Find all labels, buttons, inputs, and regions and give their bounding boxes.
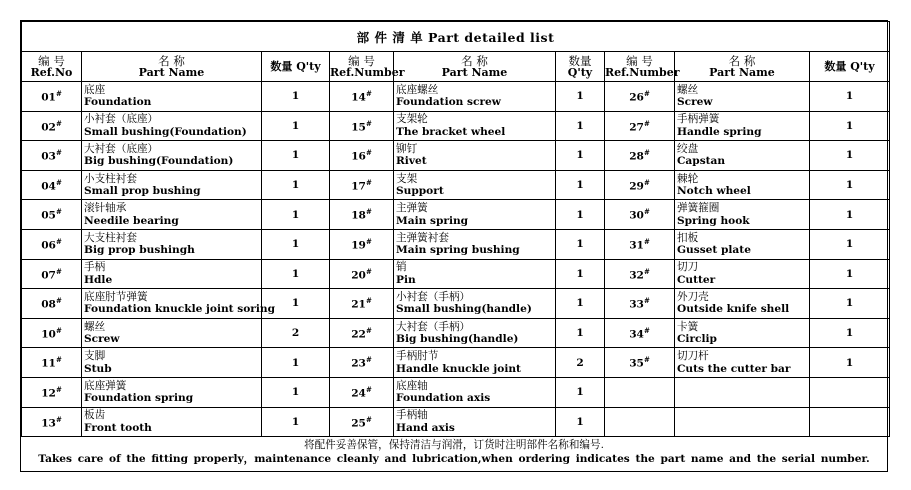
ref-sup-mark: # xyxy=(365,325,372,335)
part-name-en: Circlip xyxy=(677,333,717,346)
part-name xyxy=(394,289,556,319)
part-quantity: 1 xyxy=(262,289,330,319)
part-quantity xyxy=(810,377,890,407)
part-ref-number: 19# xyxy=(330,229,394,259)
part-name-zh: 铆钉 xyxy=(396,142,418,155)
part-name-zh: 大支柱衬套 xyxy=(84,231,137,244)
part-quantity: 1 xyxy=(810,229,890,259)
part-ref-number: 11# xyxy=(22,348,82,378)
part-quantity: 1 xyxy=(810,348,890,378)
footer-note xyxy=(21,430,887,471)
table-row xyxy=(22,289,890,319)
part-name-en: Capstan xyxy=(677,155,726,168)
part-name-en: Small bushing(handle) xyxy=(396,303,532,316)
header-ref-number: 编 号 Ref.Number xyxy=(605,52,675,82)
part-name xyxy=(82,82,262,112)
part-name xyxy=(675,141,810,171)
ref-sup-mark: # xyxy=(365,148,372,158)
part-ref-number: 27# xyxy=(605,111,675,141)
part-ref-number: 05# xyxy=(22,200,82,230)
header-ref-no: 编 号 Ref.No xyxy=(22,52,82,82)
part-ref-number: 25# xyxy=(330,407,394,437)
part-name xyxy=(394,348,556,378)
table-row xyxy=(22,170,890,200)
part-quantity: 1 xyxy=(262,377,330,407)
part-name-zh: 底座弹簧 xyxy=(84,379,127,392)
part-name xyxy=(675,111,810,141)
part-name-en: Outside knife shell xyxy=(677,303,790,316)
part-name-zh: 扣板 xyxy=(677,231,699,244)
part-ref-number: 21# xyxy=(330,289,394,319)
header-ref-number: 编 号 Ref.Number xyxy=(330,52,394,82)
part-quantity: 1 xyxy=(556,377,605,407)
part-ref-number: 14# xyxy=(330,82,394,112)
part-name xyxy=(394,111,556,141)
part-ref-number: 24# xyxy=(330,377,394,407)
ref-sup-mark: # xyxy=(643,118,650,128)
part-name-en: Screw xyxy=(84,333,120,346)
ref-sup-mark: # xyxy=(643,148,650,158)
part-ref-number: 23# xyxy=(330,348,394,378)
header-part-name: 名 称 Part Name xyxy=(82,52,262,82)
ref-sup-mark: # xyxy=(55,325,62,335)
part-ref-number: 34# xyxy=(605,318,675,348)
part-name-zh: 手柄 xyxy=(84,261,106,274)
ref-sup-mark: # xyxy=(365,296,372,306)
part-ref-number: 10# xyxy=(22,318,82,348)
part-name-zh: 底座螺丝 xyxy=(396,83,439,96)
part-quantity: 1 xyxy=(556,407,605,437)
part-quantity: 1 xyxy=(556,170,605,200)
part-name-en: Gusset plate xyxy=(677,244,751,257)
ref-sup-mark: # xyxy=(55,177,62,187)
ref-sup-mark: # xyxy=(55,355,62,365)
part-name xyxy=(82,200,262,230)
part-name xyxy=(675,377,810,407)
part-name-zh: 切刀 xyxy=(677,261,699,274)
ref-sup-mark: # xyxy=(365,414,372,424)
part-name xyxy=(82,229,262,259)
part-name xyxy=(82,141,262,171)
part-name-en: Big prop bushingh xyxy=(84,244,195,257)
ref-sup-mark: # xyxy=(55,237,62,246)
ref-sup-mark: # xyxy=(643,355,650,365)
part-name-en: Foundation spring xyxy=(84,392,194,405)
part-ref-number: 12# xyxy=(22,377,82,407)
part-ref-number: 32# xyxy=(605,259,675,289)
part-name-zh: 切刀杆 xyxy=(677,350,709,363)
footer-note-zh: 将配件妥善保管，保持清洁与润滑，订货时注明部件名称和编号. xyxy=(304,439,604,451)
table-row xyxy=(22,82,890,112)
part-quantity: 1 xyxy=(810,170,890,200)
part-ref-number: 03# xyxy=(22,141,82,171)
part-ref-number: 16# xyxy=(330,141,394,171)
part-quantity: 1 xyxy=(262,259,330,289)
part-name-en: Hdle xyxy=(84,273,113,286)
part-name-zh: 大衬套（底座） xyxy=(84,142,159,155)
part-ref-number: 35# xyxy=(605,348,675,378)
part-name-en: Main spring xyxy=(396,214,469,227)
ref-sup-mark: # xyxy=(365,207,372,217)
part-quantity: 1 xyxy=(556,259,605,289)
ref-sup-mark: # xyxy=(55,89,62,99)
part-ref-number: 02# xyxy=(22,111,82,141)
part-ref-number: 26# xyxy=(605,82,675,112)
part-name-zh: 板齿 xyxy=(84,409,106,422)
part-name-en: Stub xyxy=(84,362,112,375)
table-row xyxy=(22,229,890,259)
ref-sup-mark: # xyxy=(643,237,650,246)
part-ref-number: 22# xyxy=(330,318,394,348)
part-name xyxy=(675,259,810,289)
part-quantity: 1 xyxy=(262,200,330,230)
part-name-zh: 底座 xyxy=(84,83,106,96)
part-name-en: The bracket wheel xyxy=(396,125,506,138)
part-quantity: 1 xyxy=(556,200,605,230)
part-name-zh: 小衬套（底座） xyxy=(84,113,159,126)
part-name-en: Small prop bushing xyxy=(84,185,201,198)
header-qty: 数量 Q'ty xyxy=(556,52,605,82)
ref-sup-mark: # xyxy=(365,177,372,187)
part-name-zh: 支架 xyxy=(396,172,418,185)
ref-sup-mark: # xyxy=(55,296,62,306)
part-name-zh: 外刀壳 xyxy=(677,290,709,303)
part-name-en: Big bushing(Foundation) xyxy=(84,155,234,168)
part-ref-number: 04# xyxy=(22,170,82,200)
header-qty: 数量 Q'ty xyxy=(262,52,330,82)
part-quantity: 1 xyxy=(556,141,605,171)
part-quantity: 2 xyxy=(262,318,330,348)
part-name-en: Handle spring xyxy=(677,125,762,138)
part-quantity: 1 xyxy=(810,318,890,348)
part-quantity: 1 xyxy=(262,170,330,200)
ref-sup-mark: # xyxy=(55,118,62,128)
part-name-zh: 螺丝 xyxy=(677,83,699,96)
part-ref-number: 17# xyxy=(330,170,394,200)
part-quantity: 1 xyxy=(810,289,890,319)
header-qty: 数量 Q'ty xyxy=(810,52,890,82)
part-quantity: 1 xyxy=(262,141,330,171)
part-name-en: Hand axis xyxy=(396,421,455,434)
part-quantity: 1 xyxy=(810,82,890,112)
part-quantity: 1 xyxy=(556,229,605,259)
part-name-en: Support xyxy=(396,185,444,198)
part-ref-number: 01# xyxy=(22,82,82,112)
ref-sup-mark: # xyxy=(643,177,650,187)
footer-note-en: Takes care of the fitting properly，maintenance cleanly and lubrication,when ordering indicates the part name and the serial number. xyxy=(38,453,870,465)
part-name-zh: 螺丝 xyxy=(84,320,106,333)
part-name xyxy=(82,318,262,348)
part-quantity: 1 xyxy=(556,111,605,141)
part-name xyxy=(675,170,810,200)
parts-table xyxy=(21,21,890,437)
part-quantity: 1 xyxy=(810,141,890,171)
table-row xyxy=(22,200,890,230)
ref-sup-mark: # xyxy=(55,414,62,424)
ref-sup-mark: # xyxy=(643,266,650,276)
part-name xyxy=(82,259,262,289)
ref-sup-mark: # xyxy=(365,118,372,128)
part-name xyxy=(82,111,262,141)
table-row xyxy=(22,141,890,171)
ref-sup-mark: # xyxy=(365,355,372,365)
part-ref-number xyxy=(605,377,675,407)
ref-sup-mark: # xyxy=(365,384,372,394)
part-name-en: Rivet xyxy=(396,155,427,168)
header-part-name: 名 称 Part Name xyxy=(394,52,556,82)
part-ref-number: 18# xyxy=(330,200,394,230)
part-name xyxy=(675,318,810,348)
part-name xyxy=(394,318,556,348)
part-name xyxy=(82,170,262,200)
part-name-zh: 底座轴 xyxy=(396,379,428,392)
part-name-en: Foundation xyxy=(84,96,152,109)
ref-sup-mark: # xyxy=(643,207,650,217)
part-name-zh: 小衬套（手柄） xyxy=(396,290,471,303)
part-name-zh: 小支柱衬套 xyxy=(84,172,137,185)
table-body xyxy=(22,82,890,437)
part-name xyxy=(394,141,556,171)
parts-list-sheet xyxy=(20,20,888,472)
part-name-zh: 底座肘节弹簧 xyxy=(84,290,148,303)
part-quantity: 1 xyxy=(810,111,890,141)
table-title: 部 件 清 单 Part detailed list xyxy=(22,22,890,52)
part-name-en: Cutter xyxy=(677,273,716,286)
part-name-en: Foundation knuckle joint soring xyxy=(84,303,275,316)
part-name xyxy=(675,348,810,378)
part-name-zh: 支脚 xyxy=(84,350,106,363)
part-name-zh: 棘轮 xyxy=(677,172,699,185)
part-name-zh: 支架轮 xyxy=(396,113,428,126)
part-name-en: Handle knuckle joint xyxy=(396,362,521,375)
part-quantity: 1 xyxy=(810,259,890,289)
part-quantity: 2 xyxy=(556,348,605,378)
part-name xyxy=(675,200,810,230)
part-name-en: Foundation axis xyxy=(396,392,491,405)
ref-sup-mark: # xyxy=(55,266,62,276)
table-row xyxy=(22,111,890,141)
part-name-en: Spring hook xyxy=(677,214,750,227)
header-part-name: 名 称 Part Name xyxy=(675,52,810,82)
part-name-en: Screw xyxy=(677,96,713,109)
part-ref-number: 15# xyxy=(330,111,394,141)
part-quantity: 1 xyxy=(556,289,605,319)
ref-sup-mark: # xyxy=(643,296,650,306)
ref-sup-mark: # xyxy=(643,325,650,335)
part-name-en: Foundation screw xyxy=(396,96,501,109)
part-name-zh: 弹簧箍圈 xyxy=(677,202,720,215)
part-ref-number: 08# xyxy=(22,289,82,319)
part-ref-number: 33# xyxy=(605,289,675,319)
part-ref-number: 06# xyxy=(22,229,82,259)
part-name-en: Main spring bushing xyxy=(396,244,520,257)
part-ref-number: 30# xyxy=(605,200,675,230)
part-name-en: Front tooth xyxy=(84,421,152,434)
part-name xyxy=(82,348,262,378)
part-quantity: 1 xyxy=(810,200,890,230)
ref-sup-mark: # xyxy=(55,148,62,158)
part-name-en: Needile bearing xyxy=(84,214,179,227)
part-name-en: Notch wheel xyxy=(677,185,751,198)
part-name xyxy=(394,229,556,259)
part-name xyxy=(394,377,556,407)
part-name xyxy=(675,82,810,112)
table-row xyxy=(22,377,890,407)
header-row xyxy=(22,52,890,82)
part-quantity: 1 xyxy=(262,229,330,259)
part-ref-number: 13# xyxy=(22,407,82,437)
part-ref-number: 07# xyxy=(22,259,82,289)
ref-sup-mark: # xyxy=(365,89,372,99)
table-row xyxy=(22,348,890,378)
ref-sup-mark: # xyxy=(55,207,62,217)
part-name xyxy=(82,377,262,407)
part-name-en: Pin xyxy=(396,273,416,286)
part-quantity: 1 xyxy=(262,82,330,112)
part-quantity: 1 xyxy=(556,82,605,112)
part-name-zh: 绞盘 xyxy=(677,142,699,155)
ref-sup-mark: # xyxy=(55,384,62,394)
part-quantity: 1 xyxy=(262,111,330,141)
part-ref-number: 20# xyxy=(330,259,394,289)
part-name-zh: 卡簧 xyxy=(677,320,699,333)
part-name-zh: 手柄轴 xyxy=(396,409,428,422)
part-name xyxy=(675,289,810,319)
part-name-zh: 手柄肘节 xyxy=(396,350,439,363)
table-row xyxy=(22,259,890,289)
part-name xyxy=(394,82,556,112)
table-row xyxy=(22,318,890,348)
part-name xyxy=(82,289,275,319)
part-quantity: 1 xyxy=(556,318,605,348)
part-ref-number: 28# xyxy=(605,141,675,171)
part-name-zh: 大衬套（手柄） xyxy=(396,320,471,333)
part-name-zh: 滚针轴承 xyxy=(84,202,127,215)
ref-sup-mark: # xyxy=(365,266,372,276)
part-ref-number: 29# xyxy=(605,170,675,200)
part-name-zh: 手柄弹簧 xyxy=(677,113,720,126)
part-name xyxy=(394,170,556,200)
ref-sup-mark: # xyxy=(365,237,372,246)
part-name-zh: 主弹簧衬套 xyxy=(396,231,449,244)
part-name-zh: 销 xyxy=(396,261,407,274)
part-name xyxy=(394,200,556,230)
part-name-en: Big bushing(handle) xyxy=(396,333,519,346)
ref-sup-mark: # xyxy=(643,89,650,99)
part-quantity: 1 xyxy=(262,348,330,378)
part-name-en: Small bushing(Foundation) xyxy=(84,125,247,138)
part-name xyxy=(394,259,556,289)
part-name xyxy=(675,229,810,259)
part-name-zh: 主弹簧 xyxy=(396,202,428,215)
part-ref-number: 31# xyxy=(605,229,675,259)
part-name-en: Cuts the cutter bar xyxy=(677,362,791,375)
part-quantity: 1 xyxy=(262,407,330,437)
